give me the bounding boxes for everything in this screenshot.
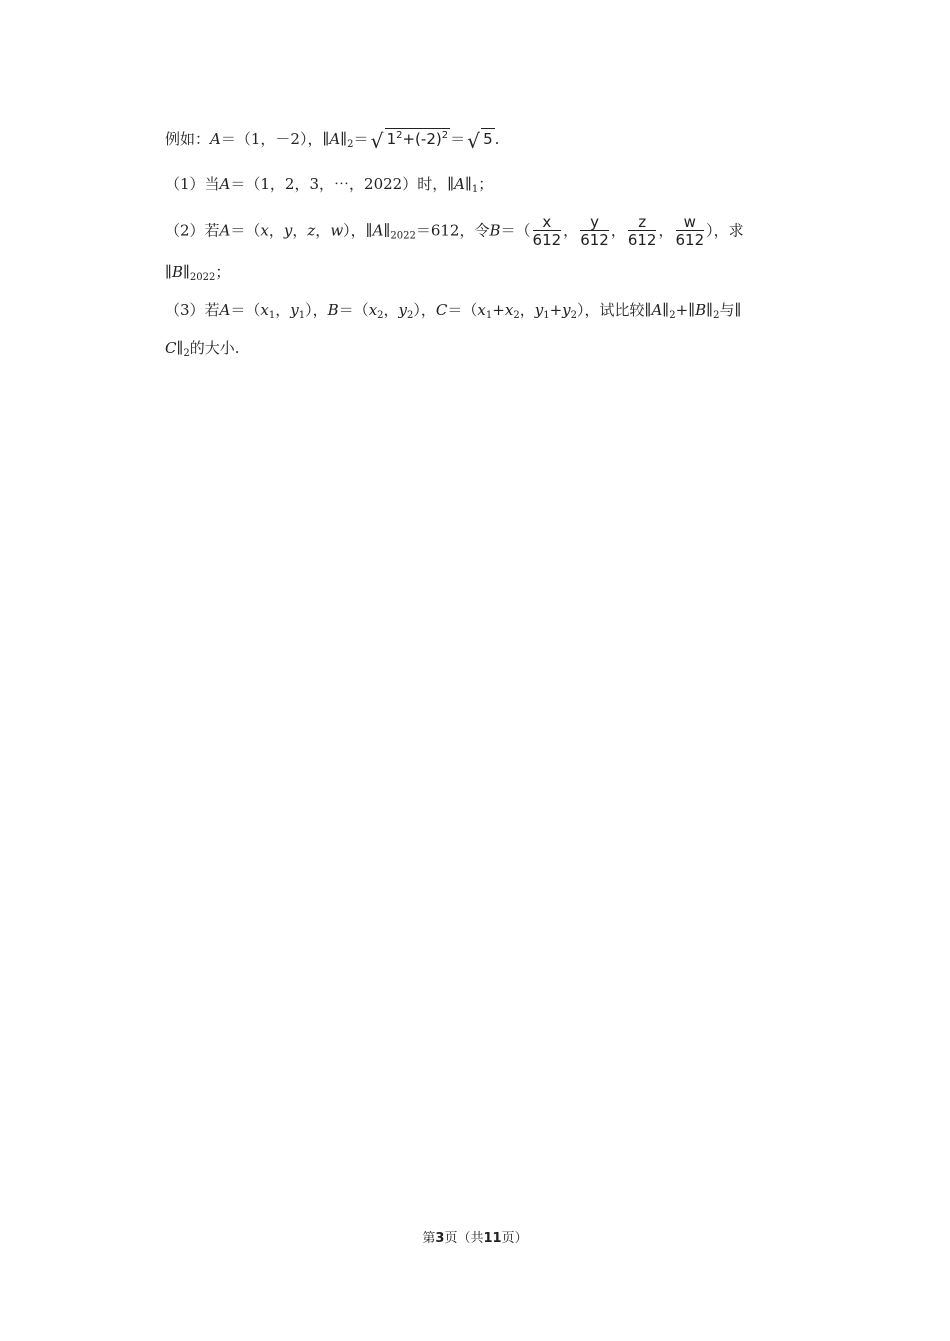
question-2: （2）若A＝（x，y，z，w），$\parallel A\parallel_{2022}=612$，令B＝（ $\frac{x}{612}$ ， $\frac{y}{612}$ ， $\frac{z}{612}$ ， $\frac{w}{612}$ ），求 bbox=[165, 213, 744, 249]
fraction-x: $\frac{x}{612}$ bbox=[532, 213, 562, 249]
fraction-w: $\frac{w}{612}$ bbox=[675, 213, 705, 249]
sqrt-five: √ 5 bbox=[467, 129, 493, 153]
fraction-z: $\frac{z}{612}$ bbox=[627, 213, 657, 249]
page-footer: 第3页（共11页） bbox=[422, 1231, 528, 1246]
question-1: （1）当A＝（1，2，3，⋯，2022）时，$\parallel A\parallel_1$； bbox=[165, 175, 494, 195]
question-3: （3）若$A=(x_1$，$y_1$），$B=(x_2$，$y_2$），$C=(x_1+x_2$，$y_1+y_2$），试比较$\parallel A\parallel_2+\parallel B\parallel_2$与∥ bbox=[165, 301, 742, 321]
example-line: 例如：A＝（1，－2），$\parallel A\parallel_2=$ √ $1^2+(-2)^2$ ＝ √ 5 . bbox=[165, 129, 500, 153]
page-number: 3 bbox=[435, 1231, 445, 1246]
fraction-y: $\frac{y}{612}$ bbox=[580, 213, 609, 249]
total-pages: 11 bbox=[483, 1231, 502, 1246]
sqrt-expression: √ $1^2+(-2)^2$ bbox=[370, 129, 449, 153]
question-2-continued: $\parallel B\parallel_{2022}$； bbox=[165, 263, 231, 283]
radical-sign-icon: √ bbox=[370, 129, 384, 153]
question-3-continued: $C\parallel_2$的大小. bbox=[165, 339, 240, 359]
radical-sign-icon: √ bbox=[467, 129, 480, 153]
